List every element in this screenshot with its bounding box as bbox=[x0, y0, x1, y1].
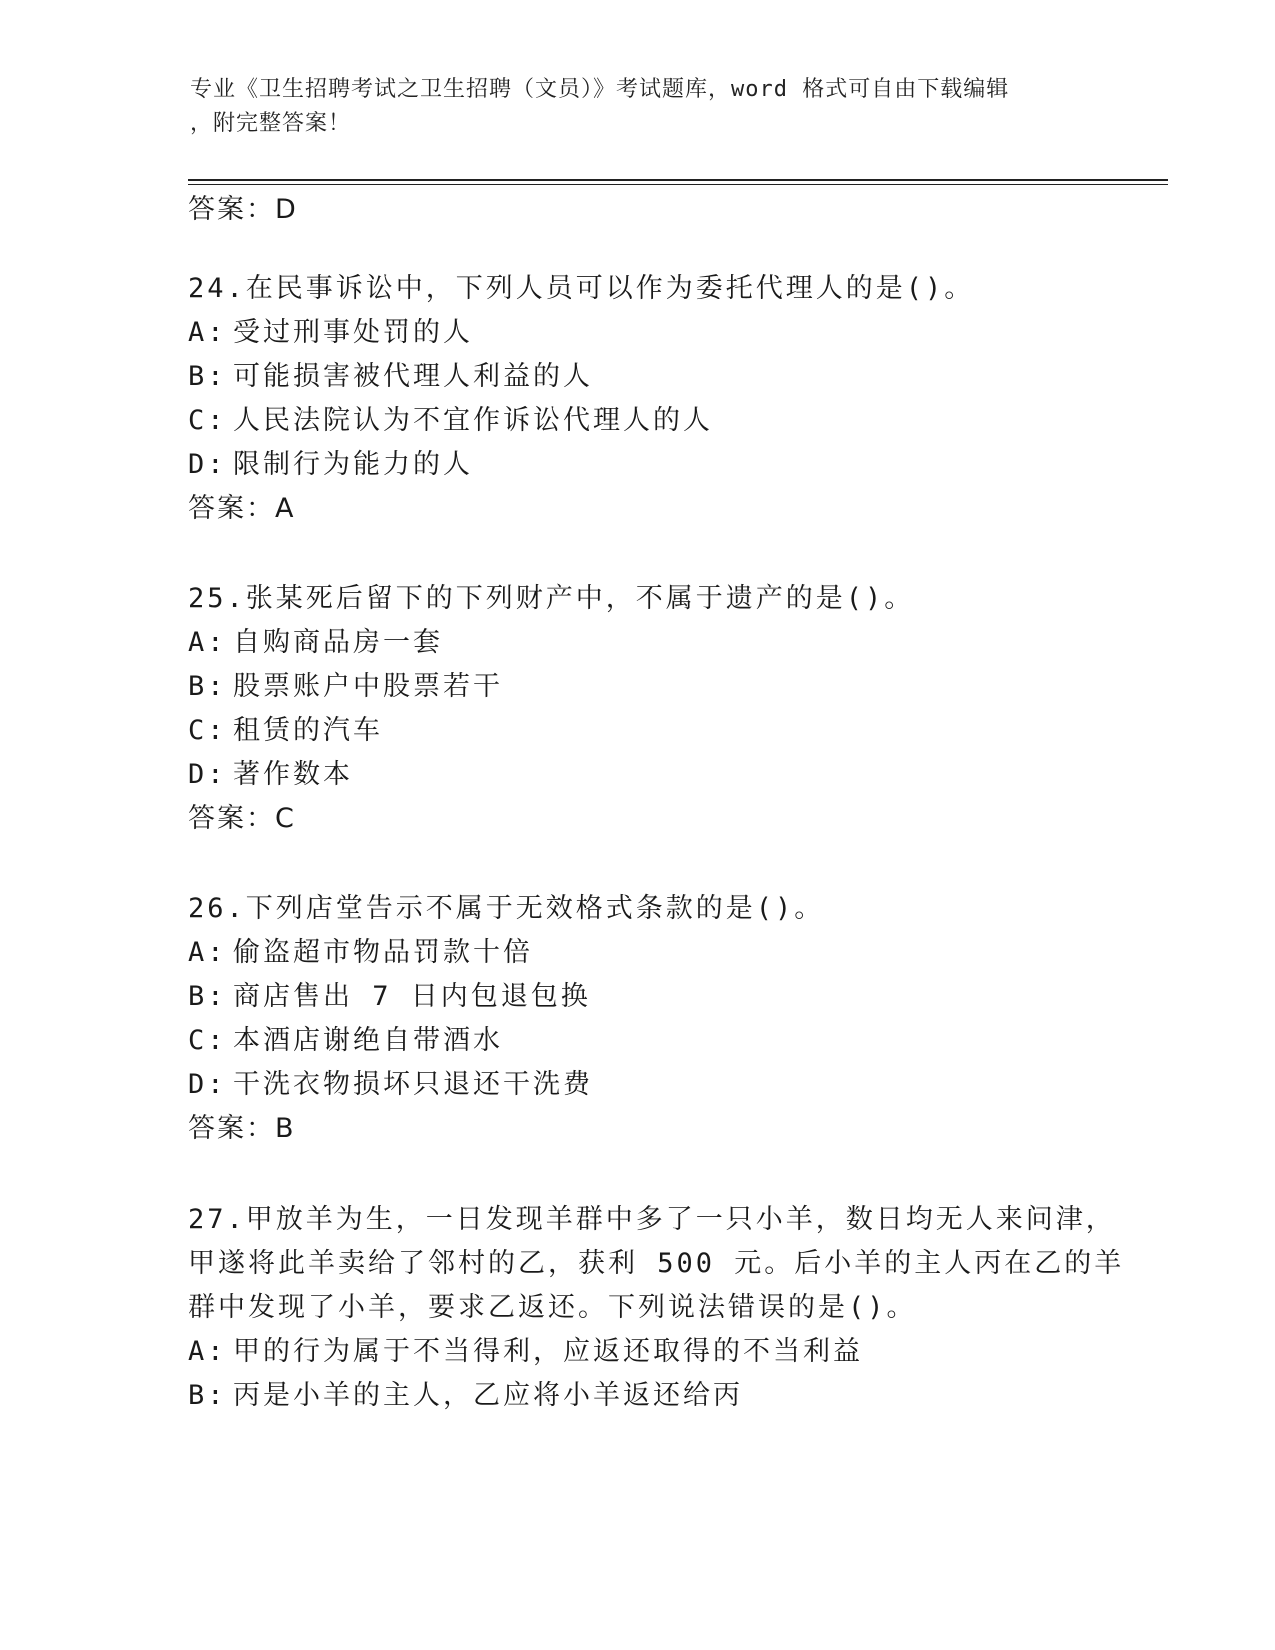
option-text: 偷盗超市物品罚款十倍 bbox=[233, 937, 533, 968]
question-27-stem-line-3: 群中发现了小羊，要求乙返还。下列说法错误的是()。 bbox=[188, 1292, 917, 1323]
question-26-stem: 26.下列店堂告示不属于无效格式条款的是()。 bbox=[188, 893, 825, 924]
option-letter: C: bbox=[188, 1025, 227, 1056]
option-letter: A: bbox=[188, 627, 227, 658]
question-25-option-d bbox=[188, 758, 353, 792]
option-letter: C: bbox=[188, 715, 227, 746]
question-26-option-c bbox=[188, 1024, 503, 1058]
document-header bbox=[190, 73, 1090, 141]
question-24-answer: 答案：A bbox=[188, 493, 296, 524]
question-24-option-b bbox=[188, 360, 593, 394]
question-27-stem-line-2: 甲遂将此羊卖给了邻村的乙，获利 500 元。后小羊的主人丙在乙的羊 bbox=[188, 1248, 1125, 1279]
question-24-stem: 24.在民事诉讼中，下列人员可以作为委托代理人的是()。 bbox=[188, 273, 975, 304]
question-24-option-c bbox=[188, 404, 713, 438]
option-text: 人民法院认为不宜作诉讼代理人的人 bbox=[233, 405, 713, 436]
question-24-option-d bbox=[188, 448, 473, 482]
option-letter: B: bbox=[188, 671, 227, 702]
option-text: 限制行为能力的人 bbox=[233, 449, 473, 480]
question-25-option-c bbox=[188, 714, 383, 748]
option-text: 商店售出 7 日内包退包换 bbox=[233, 981, 591, 1012]
question-27-option-b bbox=[188, 1379, 743, 1413]
option-letter: D: bbox=[188, 759, 227, 790]
option-text: 丙是小羊的主人，乙应将小羊返还给丙 bbox=[233, 1380, 743, 1411]
question-25-answer: 答案：C bbox=[188, 803, 296, 834]
option-text: 自购商品房一套 bbox=[233, 627, 443, 658]
answer-previous: 答案：D bbox=[188, 194, 298, 225]
question-26-option-b bbox=[188, 980, 591, 1014]
option-letter: A: bbox=[188, 937, 227, 968]
option-letter: B: bbox=[188, 981, 227, 1012]
question-26-option-d bbox=[188, 1068, 593, 1102]
option-letter: C: bbox=[188, 405, 227, 436]
option-text: 股票账户中股票若干 bbox=[233, 671, 503, 702]
question-27-option-a bbox=[188, 1335, 863, 1369]
question-24-option-a bbox=[188, 316, 473, 350]
option-text: 受过刑事处罚的人 bbox=[233, 317, 473, 348]
option-text: 租赁的汽车 bbox=[233, 715, 383, 746]
option-text: 本酒店谢绝自带酒水 bbox=[233, 1025, 503, 1056]
question-27-stem-line-1: 27.甲放羊为生，一日发现羊群中多了一只小羊，数日均无人来问津， bbox=[188, 1204, 1116, 1235]
header-rule-thick bbox=[188, 179, 1168, 181]
option-text: 干洗衣物损坏只退还干洗费 bbox=[233, 1069, 593, 1100]
option-letter: A: bbox=[188, 1336, 227, 1367]
option-letter: B: bbox=[188, 361, 227, 392]
option-letter: B: bbox=[188, 1380, 227, 1411]
option-text: 著作数本 bbox=[233, 759, 353, 790]
option-text: 可能损害被代理人利益的人 bbox=[233, 361, 593, 392]
option-letter: D: bbox=[188, 449, 227, 480]
question-26-answer: 答案：B bbox=[188, 1113, 296, 1144]
header-line-2: ，附完整答案！ bbox=[190, 111, 352, 136]
option-text: 甲的行为属于不当得利，应返还取得的不当利益 bbox=[233, 1336, 863, 1367]
question-26-option-a bbox=[188, 936, 533, 970]
question-25-option-b bbox=[188, 670, 503, 704]
header-rule-thin bbox=[188, 184, 1168, 185]
header-line-1: 专业《卫生招聘考试之卫生招聘（文员）》考试题库，word 格式可自由下载编辑 bbox=[190, 77, 1010, 102]
option-letter: A: bbox=[188, 317, 227, 348]
question-25-stem: 25.张某死后留下的下列财产中，不属于遗产的是()。 bbox=[188, 583, 915, 614]
question-25-option-a bbox=[188, 626, 443, 660]
option-letter: D: bbox=[188, 1069, 227, 1100]
